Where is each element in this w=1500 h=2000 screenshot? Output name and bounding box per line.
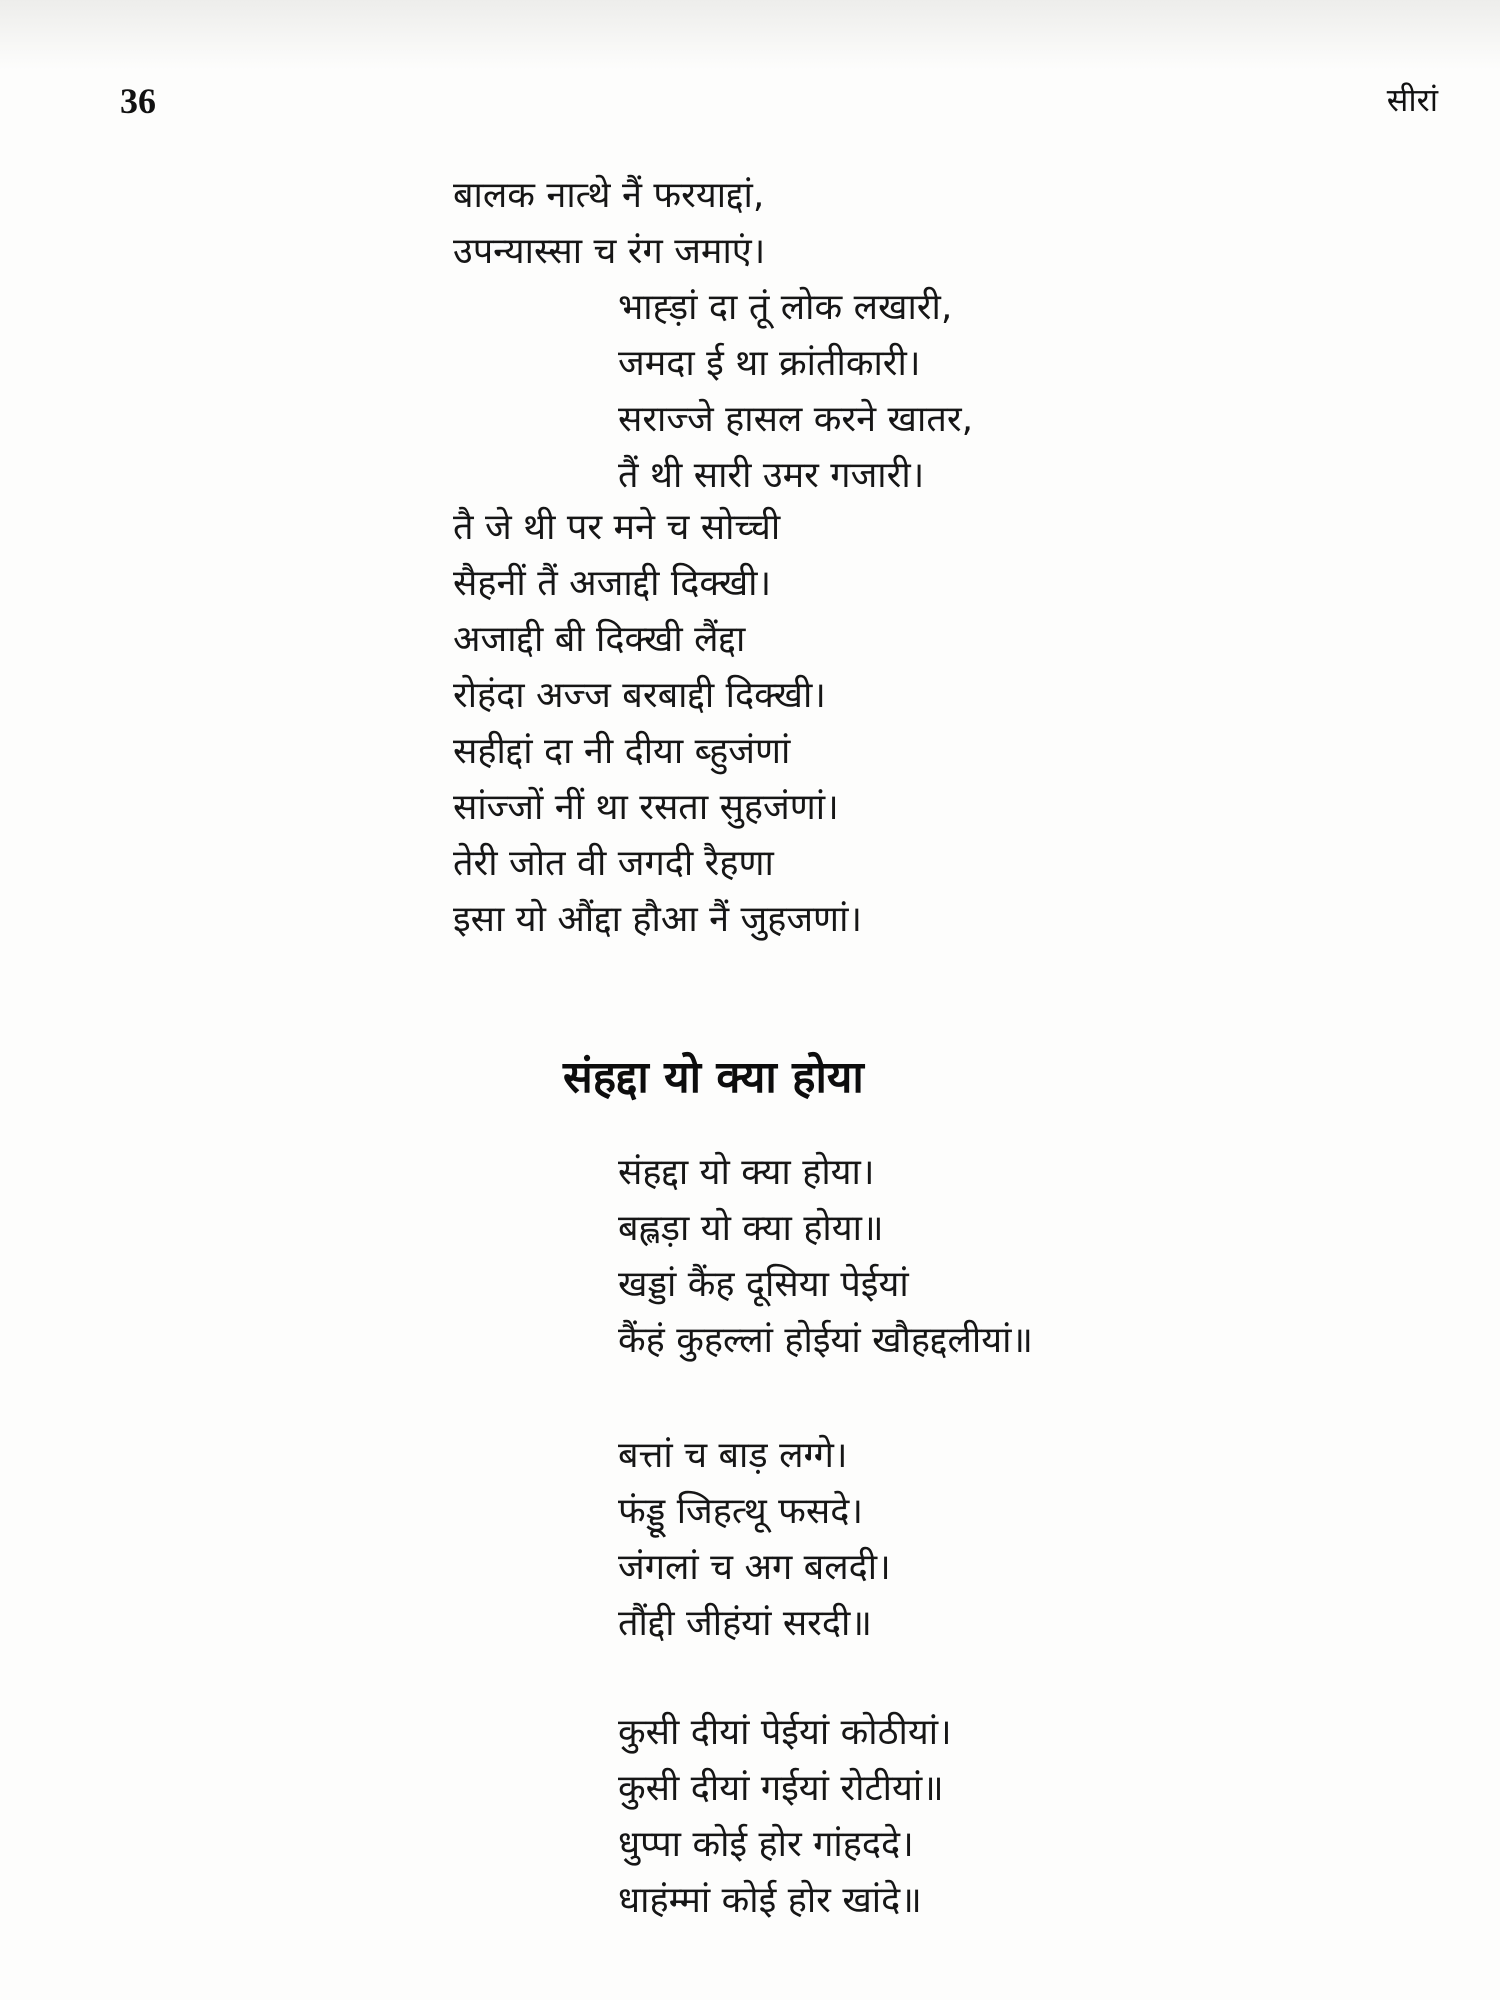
poem-line: जंगलां च अग बलदी। [618, 1547, 891, 1588]
poem-line: बालक नात्थे नैं फरयाद्दां, [453, 175, 765, 216]
poem-line: इसा यो औंद्दा हौआ नैं जुहजणां। [453, 899, 863, 940]
poem2-stanza3 [618, 1705, 952, 1929]
poem-line: बह्लड़ा यो क्या होया॥ [618, 1208, 884, 1249]
poem-line: कैंहं कुहल्लां होईयां खौहद्दलीयां॥ [618, 1320, 1033, 1361]
poem-line: फंड्डू जिहत्थू फसदे। [618, 1491, 864, 1532]
poem-line: तेरी जोत वी जगदी रैहणा [453, 843, 774, 884]
running-title: सीरां [1386, 81, 1438, 119]
poem-line: कुसी दीयां गईयां रोटीयां॥ [618, 1768, 944, 1809]
poem-line: तैं थी सारी उमर गजारी। [618, 455, 925, 496]
poem-line: धाहंम्मां कोई होर खांदे॥ [618, 1880, 922, 1921]
poem-line: संहद्दा यो क्या होया। [618, 1152, 875, 1193]
poem-line: उपन्यास्सा च रंग जमाएं। [453, 231, 766, 272]
poem-line: भाह्ड़ां दा तूं लोक लखारी, [618, 287, 953, 328]
poem-line: तौंद्दी जीहंयां सरदी॥ [618, 1603, 872, 1644]
poem2-stanza2 [618, 1428, 891, 1652]
page-number: 36 [120, 81, 156, 121]
poem-line: सैहनीं तैं अजाद्दी दिक्खी। [453, 563, 772, 604]
poem-title: संहद्दा यो क्या होया [563, 1052, 864, 1103]
poem-line: सराज्जे हासल करने खातर, [618, 399, 974, 440]
poem-line: बत्तां च बाड़ लग्गे। [618, 1435, 848, 1476]
poem1-stanza2 [618, 280, 973, 504]
poem1-stanza3 [453, 500, 862, 948]
poem-line: सहीद्दां दा नी दीया ब्हुजंणां [453, 731, 791, 772]
poem-line: तै जे थी पर मने च सोच्ची [453, 507, 781, 548]
poem-line: जमदा ई था क्रांतीकारी। [618, 343, 921, 384]
poem-line: सांज्जों नीं था रसता सुहजंणां। [453, 787, 839, 828]
poem-line: धुप्पा कोई होर गांहददे। [618, 1824, 914, 1865]
poem-line: खड्डां कैंह दूसिया पेईयां [618, 1264, 909, 1305]
scan-shadow [0, 0, 1500, 70]
poem-line: कुसी दीयां पेईयां कोठीयां। [618, 1712, 952, 1753]
poem-line: अजाद्दी बी दिक्खी लैंद्दा [453, 619, 746, 660]
poem1-stanza1 [453, 168, 765, 280]
poem-line: रोहंदा अज्ज बरबाद्दी दिक्खी। [453, 675, 826, 716]
poem2-stanza1 [618, 1145, 1033, 1369]
